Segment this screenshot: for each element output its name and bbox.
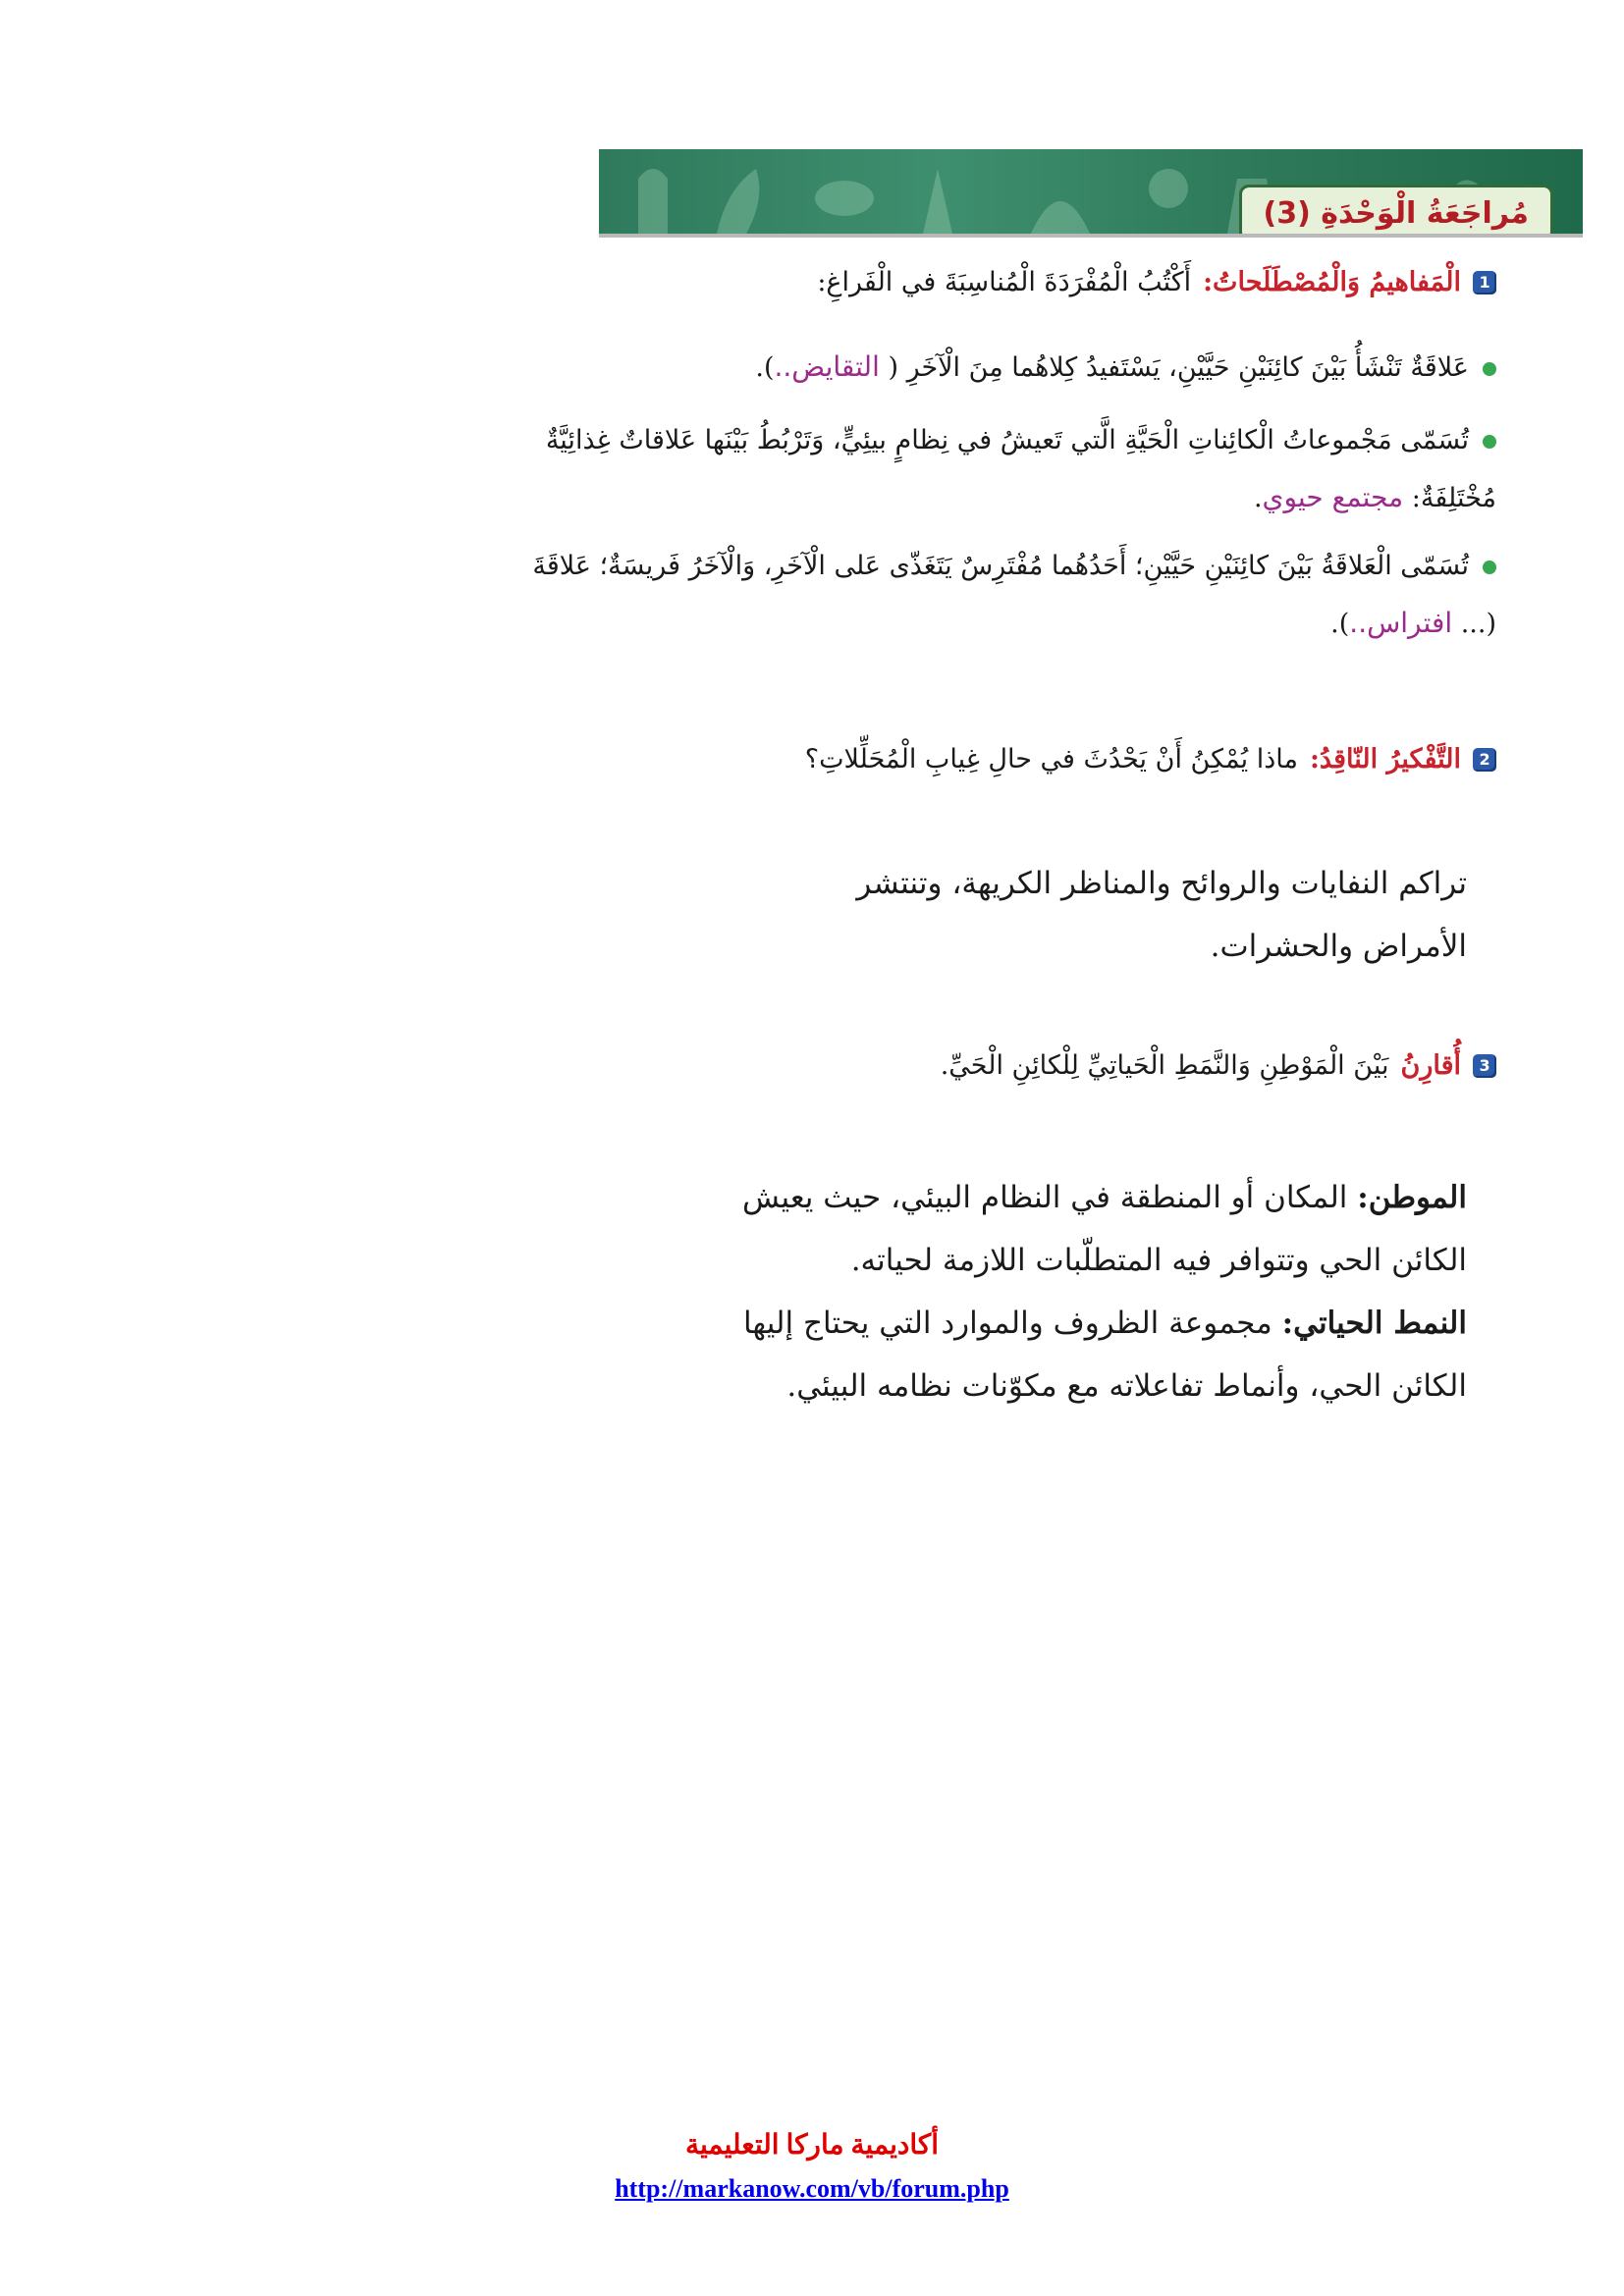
question-2-label: التَّفْكيرُ النّاقِدُ: xyxy=(1309,744,1461,774)
item-text: تُسَمّى مَجْموعاتُ الْكائِناتِ الْحَيَّةِ الَّتي تَعيشُ في نِظامٍ بيئِيٍّ، وَتَرْبُطُ بَيْنَها عَلاقاتٌ غِذائِيَّةٌ مُخْتَلِفَةٌ: xyxy=(545,425,1496,513)
unit-review-title: مُراجَعَةُ الْوَحْدَةِ (3) xyxy=(1239,185,1553,238)
item-text: تُسَمّى الْعَلاقَةُ بَيْنَ كائِنَيْنِ حَيَّيْنِ؛ أَحَدُهُما مُفْتَرِسٌ يَتَغَذّى عَلى الْآخَرِ، وَالْآخَرُ فَريسَةٌ؛ عَلاقَةَ (... xyxy=(532,551,1496,639)
definition-text: المكان أو المنطقة في النظام البيئي، حيث يعيش xyxy=(741,1180,1348,1215)
answer-line: الكائن الحي وتتوافر فيه المتطلّبات اللازمة لحياته. xyxy=(850,1243,1467,1278)
term-habitat: الموطن: xyxy=(1357,1180,1467,1215)
forum-link[interactable]: http://markanow.com/vb/forum.php xyxy=(615,2174,1009,2203)
term-lifestyle: النمط الحياتي: xyxy=(1281,1306,1467,1341)
handwritten-answer: مجتمع حيوي xyxy=(1262,481,1404,513)
handwritten-answer: التقايض.. xyxy=(774,350,880,383)
answer-line xyxy=(583,1292,1467,1355)
question-number-badge: 1 xyxy=(1473,271,1496,294)
question-1-item-1 xyxy=(505,339,1496,397)
question-1-item-3 xyxy=(505,538,1496,653)
question-3-answer xyxy=(583,1166,1467,1417)
answer-line: الأمراض والحشرات. xyxy=(1210,929,1467,964)
question-3-heading xyxy=(941,1050,1496,1081)
academy-name: أكاديمية ماركا التعليمية xyxy=(684,2130,940,2161)
definition-text: مجموعة الظروف والموارد التي يحتاج إليها xyxy=(742,1306,1272,1341)
question-2-answer xyxy=(603,852,1467,978)
question-3-prompt: بَيْنَ الْمَوْطِنِ وَالنَّمَطِ الْحَياتِيِّ لِلْكائِنِ الْحَيِّ. xyxy=(940,1050,1389,1081)
footer-link-wrap xyxy=(0,2174,1624,2204)
bullet-icon xyxy=(1483,362,1496,376)
answer-line: تراكم النفايات والروائح والمناظر الكريهة، وتنتشر xyxy=(856,866,1467,901)
item-end: . xyxy=(1253,483,1263,513)
question-number-badge: 2 xyxy=(1473,748,1496,772)
answer-line xyxy=(583,1166,1467,1229)
question-1-prompt: أَكْتُبُ الْمُفْرَدَةَ الْمُناسِبَةَ في الْفَراغِ: xyxy=(817,267,1192,297)
item-text: عَلاقَةٌ تَنْشَأُ بَيْنَ كائِنَيْنِ حَيَّيْنِ، يَسْتَفيدُ كِلاهُما مِنَ الْآخَرِ ( xyxy=(888,352,1469,383)
bullet-icon xyxy=(1483,561,1496,574)
handwritten-answer: افتراس.. xyxy=(1349,607,1453,639)
question-1-label: الْمَفاهيمُ وَالْمُصْطَلَحاتُ: xyxy=(1203,267,1461,297)
item-end: ). xyxy=(1330,609,1350,639)
question-number-badge: 3 xyxy=(1473,1054,1496,1078)
question-1-item-2 xyxy=(505,412,1496,527)
question-1-heading xyxy=(817,267,1496,297)
question-2-heading xyxy=(805,744,1496,774)
question-3-label: أُقارِنُ xyxy=(1400,1050,1461,1081)
item-end: ). xyxy=(755,352,775,383)
unit-review-banner xyxy=(599,149,1583,238)
bullet-icon xyxy=(1483,435,1496,449)
answer-line: الكائن الحي، وأنماط تفاعلاته مع مكوّنات نظامه البيئي. xyxy=(786,1368,1467,1404)
question-2-prompt: ماذا يُمْكِنُ أَنْ يَحْدُثَ في حالِ غِيابِ الْمُحَلِّلاتِ؟ xyxy=(804,744,1298,774)
